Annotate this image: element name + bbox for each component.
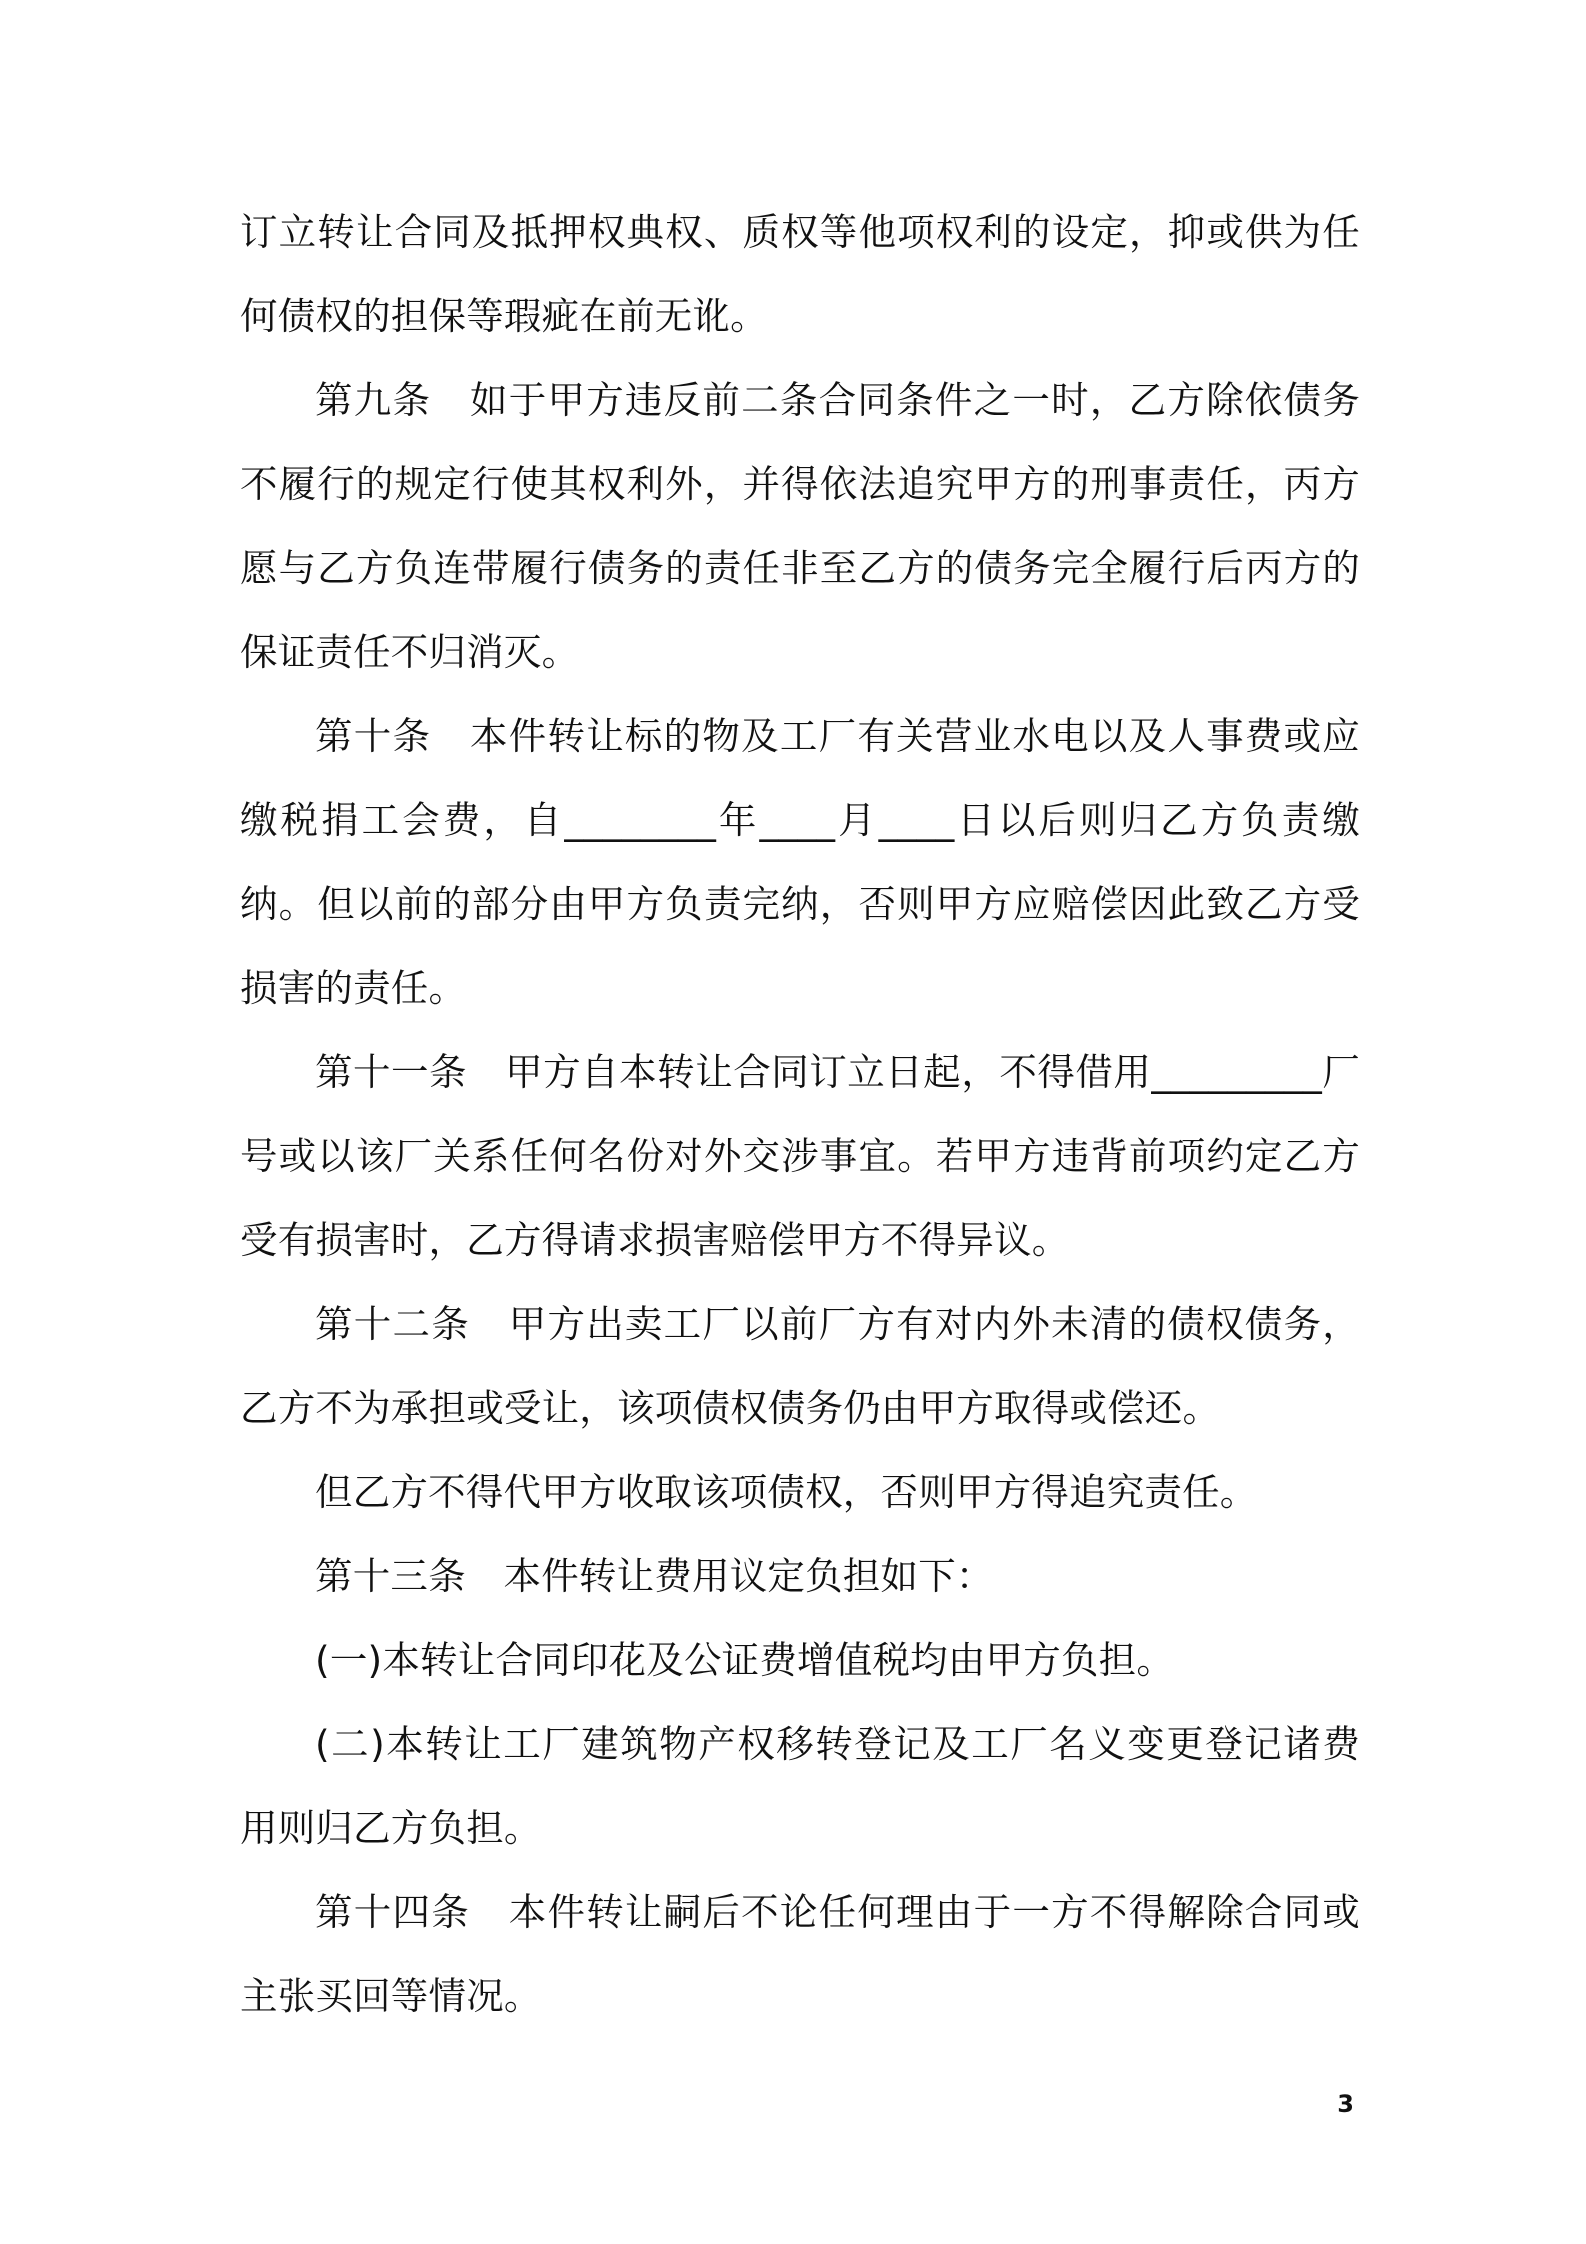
paragraph-article-13-item-1: (一)本转让合同印花及公证费增值税均由甲方负担。 [315,1638,1175,1682]
paragraph-article-14: 第十四条 本件转让嗣后不论任何理由于一方不得解除合同或主张买回等情况。 [240,1890,1360,2018]
paragraph-article-10: 第十条 本件转让标的物及工厂有关营业水电以及人事费或应缴税捐工会费，自________年____月____日以后则归乙方负责缴纳。但以前的部分由甲方负责完纳，否则甲方应赔偿因此致乙方受损害的责任。 [240,714,1360,1010]
paragraph-continuation: 订立转让合同及抵押权典权、质权等他项权利的设定，抑或供为任何债权的担保等瑕疵在前无讹。 [240,210,1360,338]
paragraph-article-11: 第十一条 甲方自本转让合同订立日起，不得借用_________厂号或以该厂关系任何名份对外交涉事宜。若甲方违背前项约定乙方受有损害时，乙方得请求损害赔偿甲方不得异议。 [240,1050,1360,1262]
page-number: 3 [1337,2090,1354,2118]
paragraph-article-12-note: 但乙方不得代甲方收取该项债权，否则甲方得追究责任。 [315,1470,1258,1514]
paragraph-article-13: 第十三条 本件转让费用议定负担如下： [315,1554,994,1598]
paragraph-article-9: 第九条 如于甲方违反前二条合同条件之一时，乙方除依债务不履行的规定行使其权利外，并得依法追究甲方的刑事责任，丙方愿与乙方负连带履行债务的责任非至乙方的债务完全履行后丙方的保证责任不归消灭。 [240,378,1360,674]
document-body [240,190,1360,2038]
paragraph-article-13-item-2: (二)本转让工厂建筑物产权移转登记及工厂名义变更登记诸费用则归乙方负担。 [240,1722,1360,1850]
paragraph-article-12: 第十二条 甲方出卖工厂以前厂方有对内外未清的债权债务，乙方不为承担或受让，该项债权债务仍由甲方取得或偿还。 [240,1302,1360,1430]
